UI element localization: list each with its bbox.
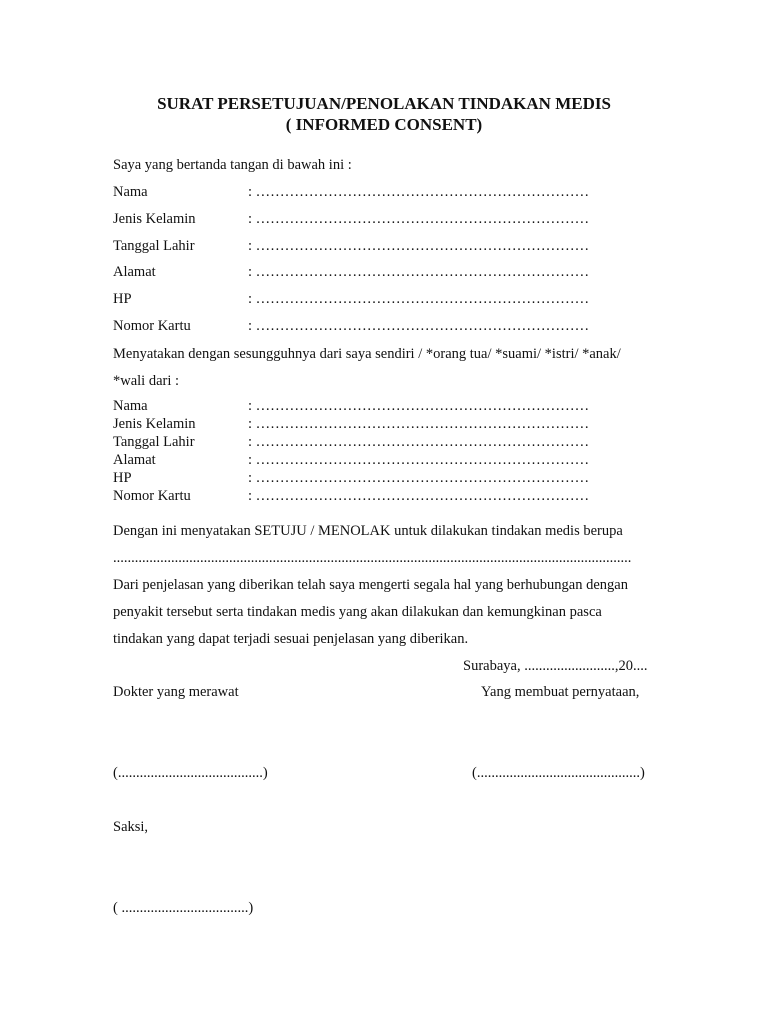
- witness-signature-line: ( ...................................): [113, 900, 254, 916]
- patient-gender-label: Jenis Kelamin: [113, 416, 196, 432]
- form-title: SURAT PERSETUJUAN/PENOLAKAN TINDAKAN MEDIS: [157, 94, 611, 113]
- patient-birthdate-label: Tanggal Lahir: [113, 434, 195, 450]
- signer-birthdate-field: : ……………………………………………………………: [248, 238, 590, 254]
- procedure-blank: ...............................................................................................................................................: [113, 550, 632, 566]
- signer-name-field: : ……………………………………………………………: [248, 184, 590, 200]
- patient-phone-field: : ……………………………………………………………: [248, 470, 590, 486]
- consent-statement: Dengan ini menyatakan SETUJU / MENOLAK untuk dilakukan tindakan medis berupa: [113, 523, 623, 539]
- signer-gender-field: : ……………………………………………………………: [248, 211, 590, 227]
- signer-phone-field: : ……………………………………………………………: [248, 291, 590, 307]
- form-subtitle: ( INFORMED CONSENT): [285, 115, 483, 134]
- patient-birthdate-field: : ……………………………………………………………: [248, 434, 590, 450]
- witness-label: Saksi,: [113, 819, 149, 835]
- signer-address-field: : ……………………………………………………………: [248, 264, 590, 280]
- statement-text-cont: *wali dari :: [113, 373, 180, 389]
- patient-name-field: : ……………………………………………………………: [248, 398, 590, 414]
- signer-card-label: Nomor Kartu: [113, 318, 191, 334]
- declarant-signature-line: (.............................................): [472, 765, 645, 781]
- patient-address-label: Alamat: [113, 452, 156, 468]
- signer-name-label: Nama: [113, 184, 148, 200]
- doctor-label: Dokter yang merawat: [113, 684, 239, 700]
- patient-name-label: Nama: [113, 398, 148, 414]
- signer-card-field: : ……………………………………………………………: [248, 318, 590, 334]
- explanation-line-3: tindakan yang dapat terjadi sesuai penjelasan yang diberikan.: [113, 631, 469, 647]
- signer-phone-label: HP: [113, 291, 132, 307]
- patient-gender-field: : ……………………………………………………………: [248, 416, 590, 432]
- patient-card-field: : ……………………………………………………………: [248, 488, 590, 504]
- patient-card-label: Nomor Kartu: [113, 488, 191, 504]
- patient-address-field: : ……………………………………………………………: [248, 452, 590, 468]
- statement-text: Menyatakan dengan sesungguhnya dari saya sendiri / *orang tua/ *suami/ *istri/ *anak/: [113, 346, 621, 362]
- intro-text: Saya yang bertanda tangan di bawah ini :: [113, 157, 352, 173]
- place-date: Surabaya, .........................,20....: [463, 658, 648, 674]
- explanation-line-1: Dari penjelasan yang diberikan telah saya mengerti segala hal yang berhubungan dengan: [113, 577, 628, 593]
- explanation-line-2: penyakit tersebut serta tindakan medis yang akan dilakukan dan kemungkinan pasca: [113, 604, 602, 620]
- patient-phone-label: HP: [113, 470, 132, 486]
- signer-gender-label: Jenis Kelamin: [113, 211, 196, 227]
- signer-birthdate-label: Tanggal Lahir: [113, 238, 195, 254]
- signer-address-label: Alamat: [113, 264, 156, 280]
- declarant-label: Yang membuat pernyataan,: [481, 684, 640, 700]
- doctor-signature-line: (........................................): [113, 765, 268, 781]
